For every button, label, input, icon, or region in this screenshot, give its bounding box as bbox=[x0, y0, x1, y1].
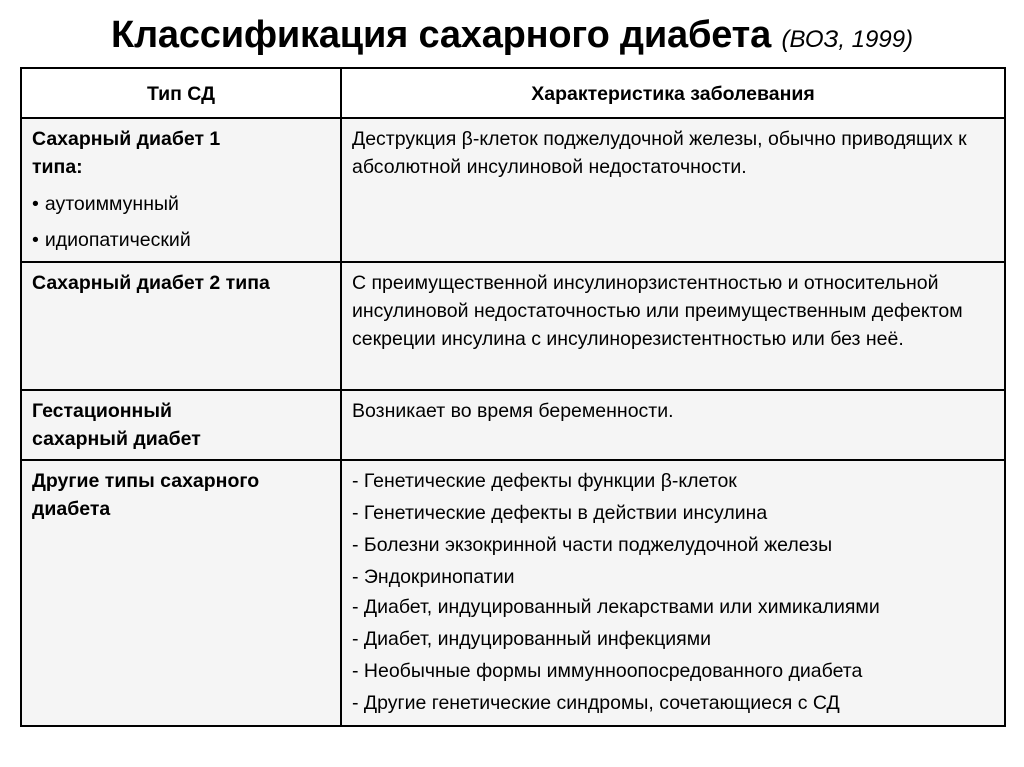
type-name: Сахарный диабет 1 типа: bbox=[32, 128, 221, 178]
subtype-label: аутоиммунный bbox=[44, 193, 179, 215]
type-name: Гестационный сахарный диабет bbox=[32, 400, 201, 450]
list-item: - Болезни экзокринной части поджелудочной железы bbox=[352, 534, 833, 556]
list-item: - Диабет, индуцированный инфекциями bbox=[352, 628, 711, 650]
title-source: (ВОЗ, 1999) bbox=[781, 26, 914, 53]
table-header-row bbox=[21, 68, 1005, 118]
table-row bbox=[21, 118, 1005, 262]
list-item: - Эндокринопатии bbox=[352, 566, 515, 588]
header-type: Тип СД bbox=[21, 68, 341, 118]
page-title bbox=[0, 14, 1024, 57]
list-item: - Диабет, индуцированный лекарствами или химикалиями bbox=[352, 596, 880, 618]
list-item: - Необычные формы иммунноопосредованного диабета bbox=[352, 660, 863, 682]
type-name: Сахарный диабет 2 типа bbox=[32, 272, 270, 294]
other-types-list bbox=[352, 467, 996, 717]
type-cell bbox=[21, 460, 341, 726]
list-item bbox=[32, 221, 332, 257]
type-cell bbox=[21, 390, 341, 460]
table-row bbox=[21, 390, 1005, 460]
bullet-icon: • bbox=[32, 229, 39, 251]
description-cell: С преимущественной инсулинорзистентностью и относительной инсулиновой недостаточностью или преимущественным дефектом секреции инсулина с инсулинорезистентностью или без неё. bbox=[341, 262, 1005, 390]
type-cell bbox=[21, 118, 341, 262]
type-cell bbox=[21, 262, 341, 390]
list-item: - Другие генетические синдромы, сочетающиеся с СД bbox=[352, 692, 840, 714]
list-item: - Генетические дефекты функции β-клеток bbox=[352, 470, 737, 492]
description-cell bbox=[341, 460, 1005, 726]
title-main: Классификация сахарного диабета bbox=[110, 14, 771, 56]
list-item: - Генетические дефекты в действии инсулина bbox=[352, 502, 768, 524]
subtype-list bbox=[32, 185, 332, 257]
list-item bbox=[32, 185, 332, 221]
description-cell: Возникает во время беременности. bbox=[341, 390, 1005, 460]
header-characteristic: Характеристика заболевания bbox=[341, 68, 1005, 118]
table-row bbox=[21, 262, 1005, 390]
subtype-label: идиопатический bbox=[44, 229, 191, 251]
table-row bbox=[21, 460, 1005, 726]
classification-table bbox=[20, 67, 1006, 727]
bullet-icon: • bbox=[32, 193, 39, 215]
description-cell: Деструкция β-клеток поджелудочной железы, обычно приводящих к абсолютной инсулиновой недостаточности. bbox=[341, 118, 1005, 262]
type-name: Другие типы сахарного диабета bbox=[32, 470, 260, 520]
